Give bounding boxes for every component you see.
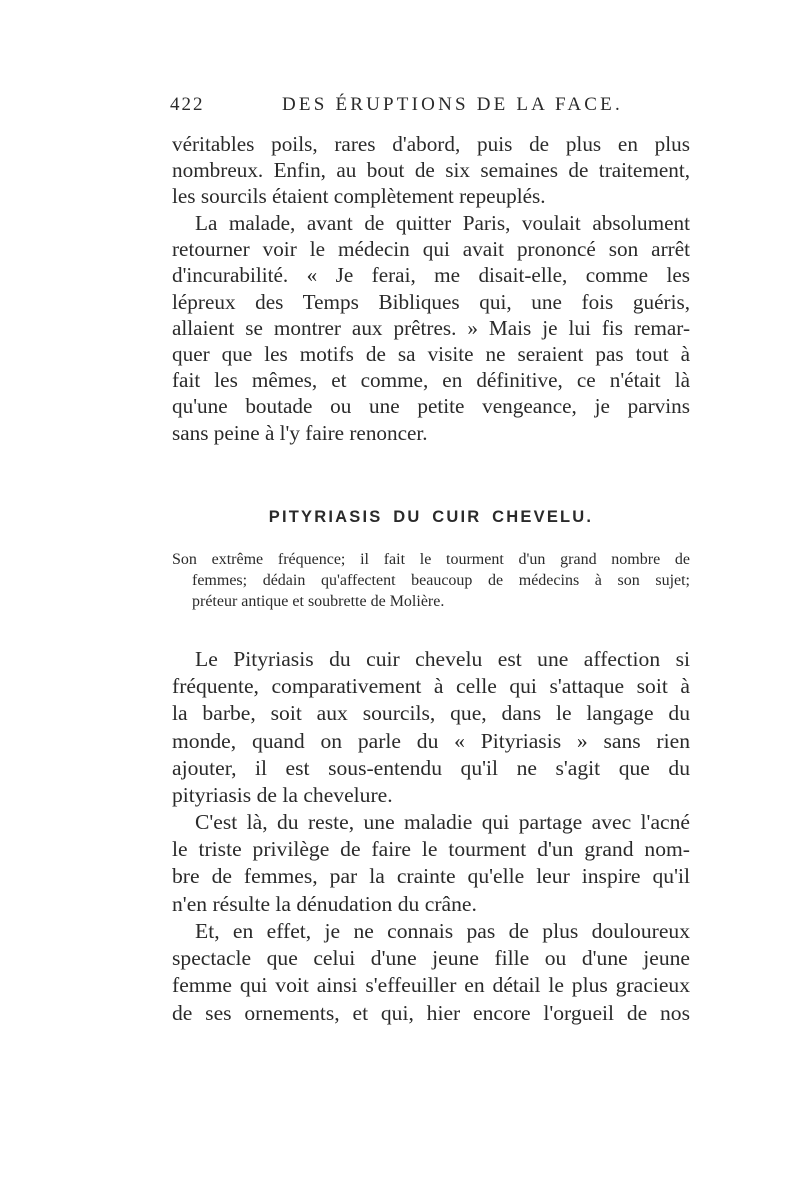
- text-line: Et, en effet, je ne connais pas de plus douloureux: [195, 919, 690, 943]
- paragraph-2: [172, 210, 690, 446]
- text-line: spectacle que celui d'une jeune fille ou d'une jeune: [172, 946, 690, 971]
- text-line: lépreux des Temps Bibliques qui, une fois guéris,: [172, 289, 690, 314]
- text-line: le triste privilège de faire le tourment d'un grand nom-: [172, 837, 690, 862]
- text-line: bre de femmes, par la crainte qu'elle leur inspire qu'il: [172, 864, 690, 889]
- text-line: ajouter, il est sous-entendu qu'il ne s'agit que du: [172, 755, 690, 780]
- text-line: sans peine à l'y faire renoncer.: [172, 420, 428, 445]
- text-line: la barbe, soit aux sourcils, que, dans le langage du: [172, 701, 690, 726]
- paragraph-4: [172, 809, 690, 918]
- text-line: La malade, avant de quitter Paris, voulait absolument: [195, 211, 690, 235]
- summary-line: préteur antique et soubrette de Molière.: [192, 593, 445, 610]
- text-line: d'incurabilité. « Je ferai, me disait-elle, comme les: [172, 263, 690, 288]
- running-title: DES ÉRUPTIONS DE LA FACE.: [282, 94, 623, 115]
- text-line: nombreux. Enfin, au bout de six semaines de traitement,: [172, 158, 690, 183]
- paragraph-1: [172, 131, 690, 210]
- text-line: monde, quand on parle du « Pityriasis » sans rien: [172, 728, 690, 753]
- running-header: [170, 94, 690, 124]
- text-line: fréquente, comparativement à celle qui s'attaque soit à: [172, 674, 690, 699]
- text-line: retourner voir le médecin qui avait prononcé son arrêt: [172, 237, 690, 262]
- summary-line: Son extrême fréquence; il fait le tourment d'un grand nombre de: [172, 551, 690, 568]
- text-line: pityriasis de la chevelure.: [172, 783, 393, 808]
- text-line: Le Pityriasis du cuir chevelu est une affection si: [195, 647, 690, 671]
- section-summary: [172, 549, 690, 612]
- text-line: véritables poils, rares d'abord, puis de plus en plus: [172, 132, 690, 156]
- text-line: quer que les motifs de sa visite ne seraient pas tout à: [172, 342, 690, 367]
- page-number: 422: [170, 94, 205, 115]
- text-line: n'en résulte la dénudation du crâne.: [172, 891, 477, 916]
- paragraph-5: [172, 918, 690, 1027]
- text-line: de ses ornements, et qui, hier encore l'orgueil de nos: [172, 1000, 690, 1025]
- text-line: C'est là, du reste, une maladie qui partage avec l'acné: [195, 810, 690, 834]
- text-line: fait les mêmes, et comme, en définitive, ce n'était là: [172, 368, 690, 393]
- text-line: allaient se montrer aux prêtres. » Mais je lui fis remar-: [172, 315, 690, 340]
- paragraph-3: [172, 646, 690, 809]
- text-line: les sourcils étaient complètement repeuplés.: [172, 184, 546, 209]
- text-line: qu'une boutade ou une petite vengeance, je parvins: [172, 394, 690, 419]
- text-line: femme qui voit ainsi s'effeuiller en détail le plus gracieux: [172, 973, 690, 998]
- section-heading: PITYRIASIS DU CUIR CHEVELU.: [268, 508, 594, 526]
- summary-line: femmes; dédain qu'affectent beaucoup de médecins à son sujet;: [192, 572, 690, 589]
